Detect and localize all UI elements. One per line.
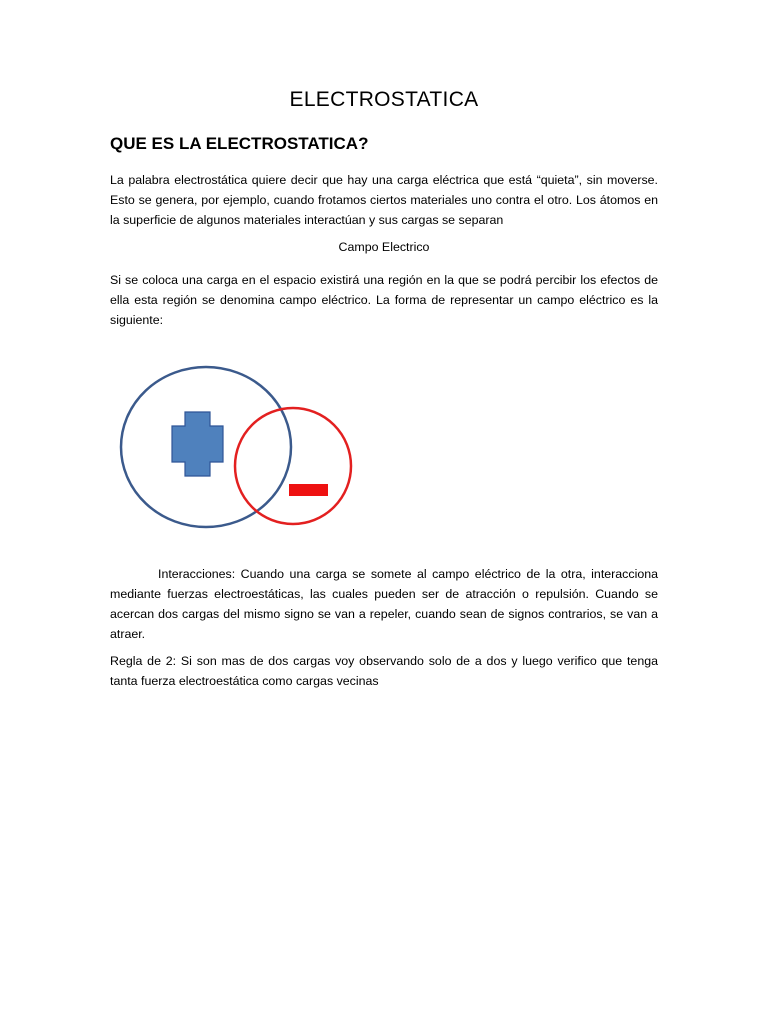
field-paragraph: Si se coloca una carga en el espacio existirá una región en la que se podrá percibir los efectos de ella esta región se denomina campo eléctrico. La forma de representar un campo eléctrico es la siguiente: [110,273,658,327]
electric-field-diagram [110,365,370,555]
negative-field-circle [235,408,351,524]
rule-paragraph: Regla de 2: Si son mas de dos cargas voy observando solo de a dos y luego verifico que tenga tanta fuerza electroestática como cargas vecinas [110,654,658,688]
document-title: ELECTROSTATICA [289,88,479,111]
intro-paragraph: La palabra electrostática quiere decir que hay una carga eléctrica que está “quieta”, sin moverse. Esto se genera, por ejemplo, cuando frotamos ciertos materiales uno contra el otro. Los átomos en la superficie de algunos materiales interactúan y sus cargas se separan [110,173,658,227]
negative-charge-minus-icon [289,484,328,496]
field-subheading: Campo Electrico [338,240,430,254]
section-heading: QUE ES LA ELECTROSTATICA? [110,134,369,153]
interactions-paragraph: Interacciones: Cuando una carga se somete al campo eléctrico de la otra, interacciona mediante fuerzas electroestáticas, las cuales pueden ser de atracción o repulsión. Cuando se acercan dos cargas del mismo signo se van a repeler, cuando sean de signos contrarios, se van a atraer. [110,567,658,641]
positive-charge-plus-icon [172,412,223,476]
